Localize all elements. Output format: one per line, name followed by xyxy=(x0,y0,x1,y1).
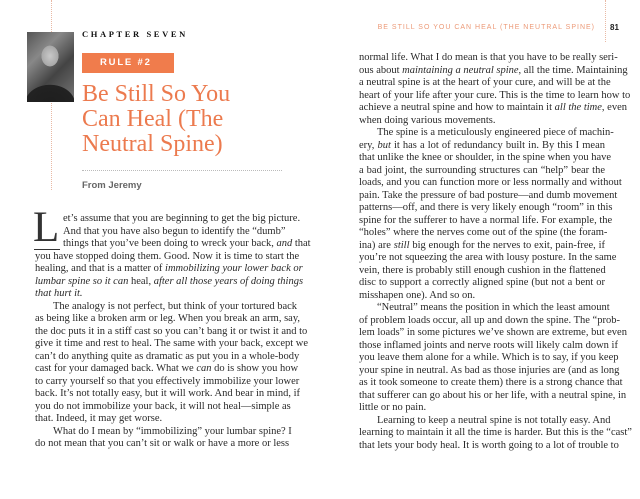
text-segment: spine for the sufferer to have a normal life. For example, the xyxy=(359,214,613,226)
text-line xyxy=(35,325,308,339)
italic-text: all the time xyxy=(554,102,602,113)
text-line xyxy=(35,263,303,276)
text-line xyxy=(359,227,608,240)
text-segment: disc to support a correctly aligned spine (but not a bent or xyxy=(359,277,605,288)
drop-cap: L xyxy=(33,204,60,251)
text-line xyxy=(359,414,611,428)
text-segment: that. Indeed, it may get worse. xyxy=(35,413,163,424)
text-segment: heal, xyxy=(128,275,154,287)
text-line xyxy=(359,140,605,153)
text-line xyxy=(35,300,298,314)
text-line xyxy=(35,275,304,289)
text-segment: et’s assume that you are beginning to get the big picture. xyxy=(63,213,301,224)
text-line xyxy=(359,389,627,403)
byline: From Jeremy xyxy=(82,180,142,191)
title-line: Be Still So You xyxy=(82,81,231,107)
text-segment: do not mean that you can’t sit or walk or have a more or less xyxy=(35,438,290,449)
text-line xyxy=(359,64,628,78)
text-line xyxy=(35,313,301,326)
text-segment: patterns—off, and there is very likely enough “room” in this xyxy=(359,202,613,213)
left-column-text xyxy=(35,213,311,451)
text-segment: “Neutral” means the position in which the least amount xyxy=(377,302,610,313)
text-line xyxy=(359,302,610,315)
italic-text: that hurt it. xyxy=(35,288,83,299)
text-segment: as it took someone to create them) there is a strong chance that xyxy=(359,377,623,388)
text-line xyxy=(359,77,611,90)
right-column-text xyxy=(359,52,632,452)
text-line xyxy=(359,277,605,290)
text-line xyxy=(359,427,632,440)
text-line xyxy=(359,89,631,103)
text-segment: ery, xyxy=(359,139,378,151)
text-line xyxy=(359,189,618,203)
text-segment: ina) are xyxy=(359,239,394,251)
text-segment: cast for your damaged back. What we xyxy=(35,363,197,374)
text-line xyxy=(359,314,620,328)
text-line xyxy=(35,250,300,264)
text-segment: you leave them alone for a while. Which is to say, if you keep xyxy=(359,352,619,363)
text-line xyxy=(359,214,613,228)
text-line xyxy=(359,127,614,140)
text-line xyxy=(35,225,286,239)
text-segment: healing, and that is a matter of xyxy=(35,263,166,274)
text-line xyxy=(35,413,282,426)
text-segment: , all the time. Maintaining xyxy=(518,64,628,76)
text-segment: pain. Take the pressure of bad posture—and dumb movement xyxy=(359,189,618,201)
text-segment: normal life. What I do mean is that you have to be really seri- xyxy=(359,52,618,63)
text-segment: that lets your body heal. It is worth going to a lot of trouble to xyxy=(359,439,619,451)
text-line xyxy=(359,252,617,265)
text-segment: you do not immobilize your back, it will not heal—simple as xyxy=(35,400,291,412)
title-line: Neutral Spine) xyxy=(82,131,223,157)
chapter-title xyxy=(82,82,302,157)
italic-text: and xyxy=(276,238,293,249)
text-segment: as being like a broken arm or leg. When you break an arm, say, xyxy=(35,313,301,324)
text-segment: a bad joint, the surrounding structures can “help” bear the xyxy=(359,164,605,176)
author-photo xyxy=(27,32,74,102)
text-line xyxy=(35,238,311,251)
text-segment: What do I mean by “immobilizing” your lumbar spine? I xyxy=(53,425,292,437)
text-line xyxy=(35,425,292,439)
text-segment: Learning to keep a neutral spine is not totally easy. And xyxy=(377,414,611,426)
text-line xyxy=(359,102,627,115)
text-line xyxy=(359,177,622,190)
text-line xyxy=(359,327,627,340)
text-segment: it has a lot of redundancy built in. By this I mean xyxy=(390,139,605,151)
text-line xyxy=(35,438,290,451)
text-segment: of problem loads occur, all up and down the spine. The “prob- xyxy=(359,314,620,326)
text-line xyxy=(359,352,619,365)
text-line xyxy=(359,115,605,128)
text-segment: give it time and rest to heal. The same with your back, except we xyxy=(35,338,309,349)
text-segment: when doing various movements. xyxy=(359,114,496,126)
text-segment: ous about xyxy=(359,64,403,76)
text-segment: those inflamed joints and nerve roots will likely calm down if xyxy=(359,339,618,351)
text-segment: big enough for the nerves to exit, pain-free, if xyxy=(409,239,605,251)
text-line xyxy=(359,290,605,303)
page-number: 81 xyxy=(610,23,619,32)
italic-text: can xyxy=(196,363,212,374)
text-line xyxy=(35,288,282,301)
text-segment: a neutral spine is at the heart of your cure, and will be at the xyxy=(359,77,611,88)
decorative-dotted-rule xyxy=(605,0,606,42)
text-segment: vein, there is probably still enough cushion in the flattened xyxy=(359,264,606,276)
text-segment: loads, and you can function more or less normally and without xyxy=(359,177,622,188)
text-line xyxy=(35,213,301,226)
italic-text: immobilizing your lower back or xyxy=(165,263,303,274)
text-segment: The analogy is not perfect, but think of your tortured back xyxy=(53,300,298,312)
text-line xyxy=(359,52,618,65)
text-segment: lem loads” in some pictures we’ve shown are extreme, but even xyxy=(359,327,627,338)
running-head: BE STILL SO YOU CAN HEAL (THE NEUTRAL SPINE) xyxy=(377,24,595,31)
italic-text: but xyxy=(377,139,391,151)
divider xyxy=(82,170,282,171)
text-segment: The spine is a meticulously engineered piece of machin- xyxy=(377,127,614,138)
chapter-label: CHAPTER SEVEN xyxy=(82,29,188,39)
text-segment: And that you have also begun to identify the “dumb” xyxy=(63,225,286,237)
italic-text: maintaining a neutral spine xyxy=(402,64,519,76)
text-segment: heart of your life after your cure. This is the time to learn how to xyxy=(359,89,631,101)
text-line xyxy=(35,375,300,389)
text-line xyxy=(35,388,300,401)
text-segment: achieve a neutral spine and how to maintain it xyxy=(359,102,555,113)
text-line xyxy=(359,152,612,165)
text-segment: little or no pain. xyxy=(359,402,427,413)
text-segment: you have stopped doing them. Good. Now it is time to start the xyxy=(35,250,300,262)
rule-badge: RULE #2 xyxy=(82,53,174,73)
text-segment: you’re not squeezing the area with lousy posture. In the same xyxy=(359,252,617,263)
text-segment: back. It’s not totally easy, but it will work. And bear in mind, if xyxy=(35,388,300,399)
text-segment: misshapen one). And so on. xyxy=(359,289,476,301)
text-segment: your spine in neutral. As bad as those injuries are (and as long xyxy=(359,364,620,376)
text-line xyxy=(359,265,605,278)
text-segment: “holes” where the nerves come out of the spine (the foram- xyxy=(359,227,608,238)
text-segment: to carry yourself so that you effectively immobilize your lower xyxy=(35,375,300,387)
text-segment: learning to maintain it all the time is harder. But this is the “cast” xyxy=(359,427,632,438)
text-segment: can’t do anything quite as dramatic as put you in a whole-body xyxy=(35,350,300,362)
italic-text: lumbar spine so it can xyxy=(35,275,129,287)
text-line xyxy=(359,402,605,415)
text-line xyxy=(359,165,605,178)
title-line: Can Heal (The xyxy=(82,106,224,132)
text-segment: that xyxy=(292,238,311,249)
text-line xyxy=(359,364,620,378)
text-line xyxy=(35,400,291,414)
text-line xyxy=(359,439,619,453)
italic-text: still xyxy=(393,239,410,251)
text-segment: that sufferer can go about his or her life, with a neutral spine, in xyxy=(359,389,627,401)
italic-text: after all those years of doing things xyxy=(153,275,304,287)
text-line xyxy=(359,377,623,390)
text-line xyxy=(35,338,309,351)
text-segment: that unlike the knee or shoulder, in the spine when you have xyxy=(359,152,612,163)
text-line xyxy=(359,339,618,353)
text-line xyxy=(359,202,613,215)
text-segment: the doc puts it in a stiff cast so you can’t bang it or twist it and to xyxy=(35,325,308,337)
text-segment: things that you’ve been doing to wreck your back, xyxy=(63,238,277,249)
text-line xyxy=(35,350,300,364)
text-segment: , even xyxy=(601,102,627,113)
text-segment: do is show you how xyxy=(211,363,299,374)
text-line xyxy=(35,363,299,376)
text-line xyxy=(359,240,605,253)
